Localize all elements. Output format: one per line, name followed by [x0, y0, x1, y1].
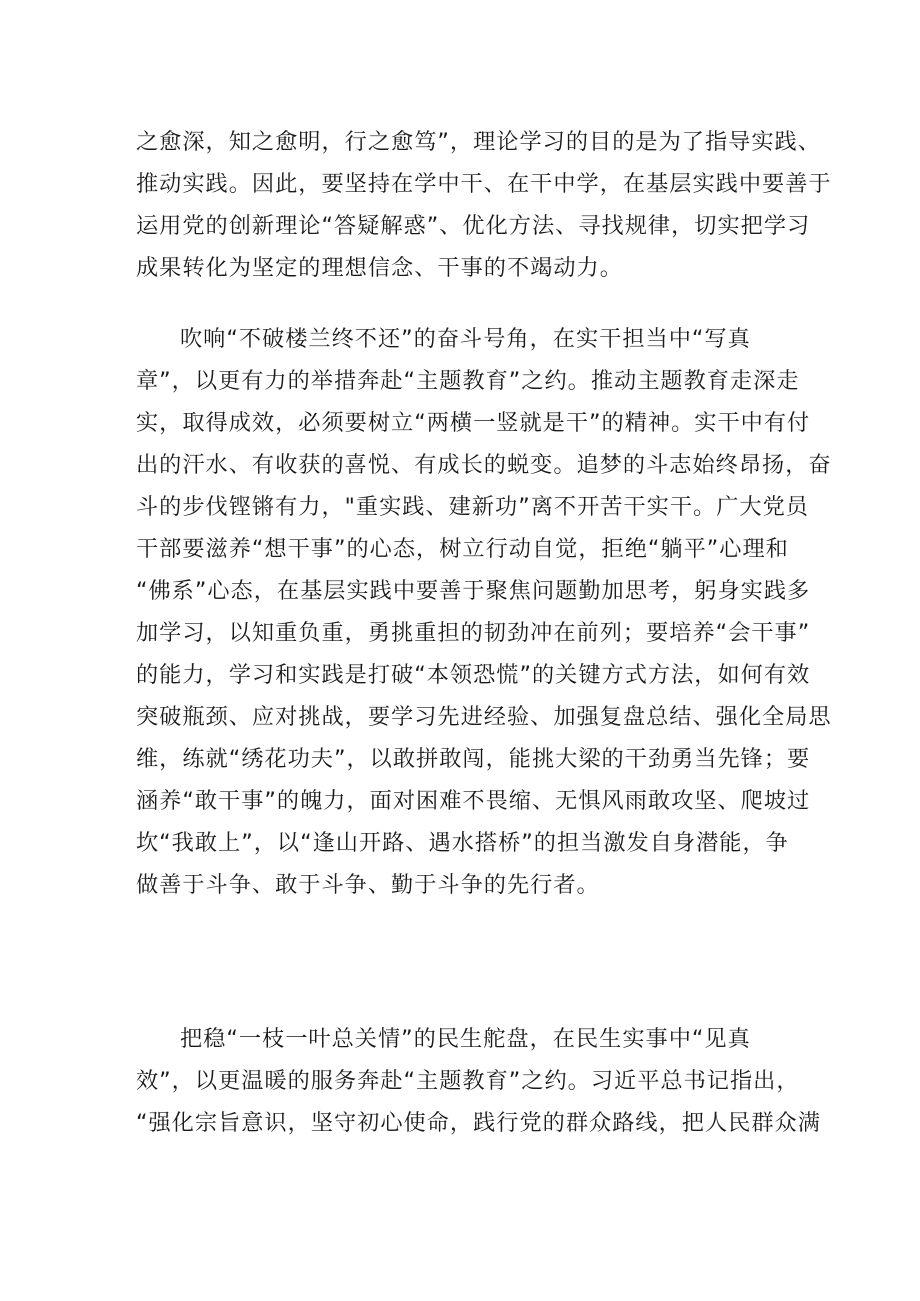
paragraph-line: 推动实践。因此，要坚持在学中干、在干中学，在基层实践中要善于 — [136, 171, 832, 197]
paragraph-3 — [136, 1018, 821, 1144]
paragraph-line: 维，练就“绣花功夫”，以敢拼敢闯，能挑大梁的干劲勇当先锋；要 — [136, 746, 811, 772]
paragraph-line: 的能力，学习和实践是打破“本领恐慌”的关键方式方法，如何有效 — [136, 662, 811, 688]
paragraph-line: 坎“我敢上”，以“逢山开路、遇水搭桥”的担当激发自身潜能，争 — [136, 830, 789, 856]
paragraph-line: “强化宗旨意识，坚守初心使命，践行党的群众路线，把人民群众满 — [136, 1110, 821, 1136]
paragraph-line: 斗的步伐铿锵有力，"重实践、建新功”离不开苦干实干。广大党员 — [136, 494, 809, 520]
paragraph-2 — [136, 318, 832, 906]
paragraph-line: 章”，以更有力的举措奔赴“主题教育”之约。推动主题教育走深走 — [136, 368, 800, 394]
paragraph-line: 做善于斗争、敢于斗争、勤于斗争的先行者。 — [136, 872, 600, 898]
paragraph-line: 把稳“一枝一叶总关情”的民生舵盘，在民生实事中“见真 — [180, 1026, 751, 1052]
paragraph-line: 运用党的创新理论“答疑解惑”、优化方法、寻找规律，切实把学习 — [136, 213, 811, 239]
paragraph-line: 加学习，以知重负重，勇挑重担的韧劲冲在前列；要培养“会干事” — [136, 620, 811, 646]
paragraph-line: 涵养“敢干事”的魄力，面对困难不畏缩、无惧风雨敢攻坚、爬坡过 — [136, 788, 811, 814]
paragraph-line: 出的汗水、有收获的喜悦、有成长的蜕变。追梦的斗志始终昂扬，奋 — [136, 452, 832, 478]
paragraph-line: 突破瓶颈、应对挑战，要学习先进经验、加强复盘总结、强化全局思 — [136, 704, 832, 730]
paragraph-line: “佛系”心态，在基层实践中要善于聚焦问题勤加思考，躬身实践多 — [136, 578, 811, 604]
paragraph-1 — [136, 121, 832, 289]
paragraph-line: 吹响“不破楼兰终不还”的奋斗号角，在实干担当中“写真 — [180, 326, 751, 352]
paragraph-line: 效”，以更温暖的服务奔赴“主题教育”之约。习近平总书记指出， — [136, 1068, 800, 1094]
paragraph-line: 之愈深，知之愈明，行之愈笃”，理论学习的目的是为了指导实践、 — [136, 129, 821, 155]
paragraph-line: 干部要滋养“想干事”的心态，树立行动自觉，拒绝“躺平”心理和 — [136, 536, 789, 562]
paragraph-line: 成果转化为坚定的理想信念、干事的不竭动力。 — [136, 255, 623, 281]
paragraph-line: 实，取得成效，必须要树立“两横一竖就是干”的精神。实干中有付 — [136, 410, 811, 436]
